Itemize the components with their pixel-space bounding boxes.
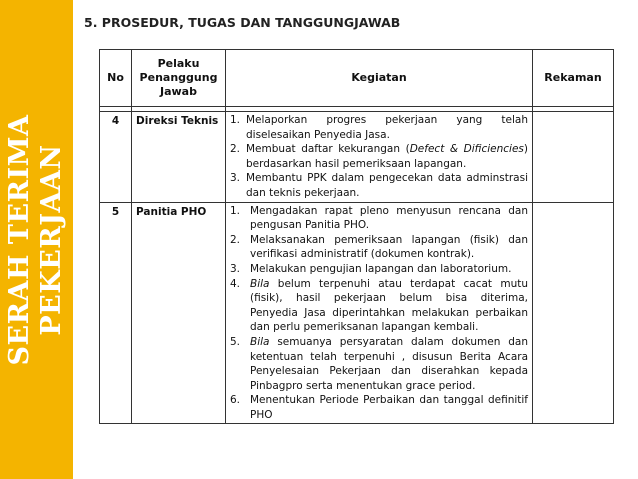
list-item: 3. Melakukan pengujian lapangan dan laboratorium. — [230, 262, 512, 275]
list-item: 6. Menentukan Periode Perbaikan dan tanggal definitif PHO — [230, 394, 528, 421]
header-activity: Kegiatan — [226, 50, 533, 107]
row-number: 5 — [100, 202, 132, 424]
row-number: 4 — [100, 112, 132, 203]
sidebar-title-line-1: SERAH TERIMA — [4, 114, 35, 366]
table-row — [100, 112, 614, 203]
list-item: 1. Melaporkan progres pekerjaan yang telah diselesaikan Penyedia Jasa. — [230, 114, 528, 141]
sidebar-title-line-2: PEKERJAAN — [36, 144, 67, 336]
row-actor: Direksi Teknis — [132, 112, 226, 203]
header-actor-line-3: Jawab — [160, 85, 197, 98]
row-record — [533, 112, 614, 203]
row-activities — [226, 202, 533, 424]
header-actor — [132, 50, 226, 107]
list-item: 3. Membantu PPK dalam pengecekan data adminstrasi dan teknis pekerjaan. — [230, 172, 528, 199]
row-actor: Panitia PHO — [132, 202, 226, 424]
sidebar-title — [4, 115, 68, 366]
row-record — [533, 202, 614, 424]
table-row — [100, 202, 614, 424]
sidebar-banner — [0, 0, 73, 479]
activity-list — [230, 204, 528, 423]
list-item: 5. Bila semuanya persyaratan dalam dokumen dan ketentuan telah terpenuhi , disusun Berita Acara Penyelesaian Pekerjaan dan diserahkan kepada Pinbagpro serta menentukan grace period. — [230, 335, 528, 392]
row-activities — [226, 112, 533, 203]
header-actor-line-1: Pelaku — [157, 57, 200, 70]
list-item: 1. Mengadakan rapat pleno menyusun rencana dan pengusan Panitia PHO. — [230, 204, 528, 232]
activity-list — [230, 113, 528, 201]
table-header-row — [100, 50, 614, 107]
procedure-table — [99, 49, 614, 424]
list-item: 2. Membuat daftar kekurangan (Defect & Dificiencies) berdasarkan hasil pemeriksaan lapangan. — [230, 143, 528, 170]
list-item: 2. Melaksanakan pemeriksaan lapangan (fisik) dan verifikasi administratif (dokumen kontrak). — [230, 233, 528, 261]
header-record: Rekaman — [533, 50, 614, 107]
header-actor-line-2: Penanggung — [139, 71, 218, 84]
section-heading: 5. PROSEDUR, TUGAS DAN TANGGUNGJAWAB — [84, 15, 401, 30]
header-no: No — [100, 50, 132, 107]
list-item: 4. Bila belum terpenuhi atau terdapat cacat mutu (fisik), hasil pekerjaan belum bisa diterima, Penyedia Jasa diperintahkan melakukan perbaikan dan perlu pemeriksanan lapangan kembali. — [230, 277, 528, 334]
